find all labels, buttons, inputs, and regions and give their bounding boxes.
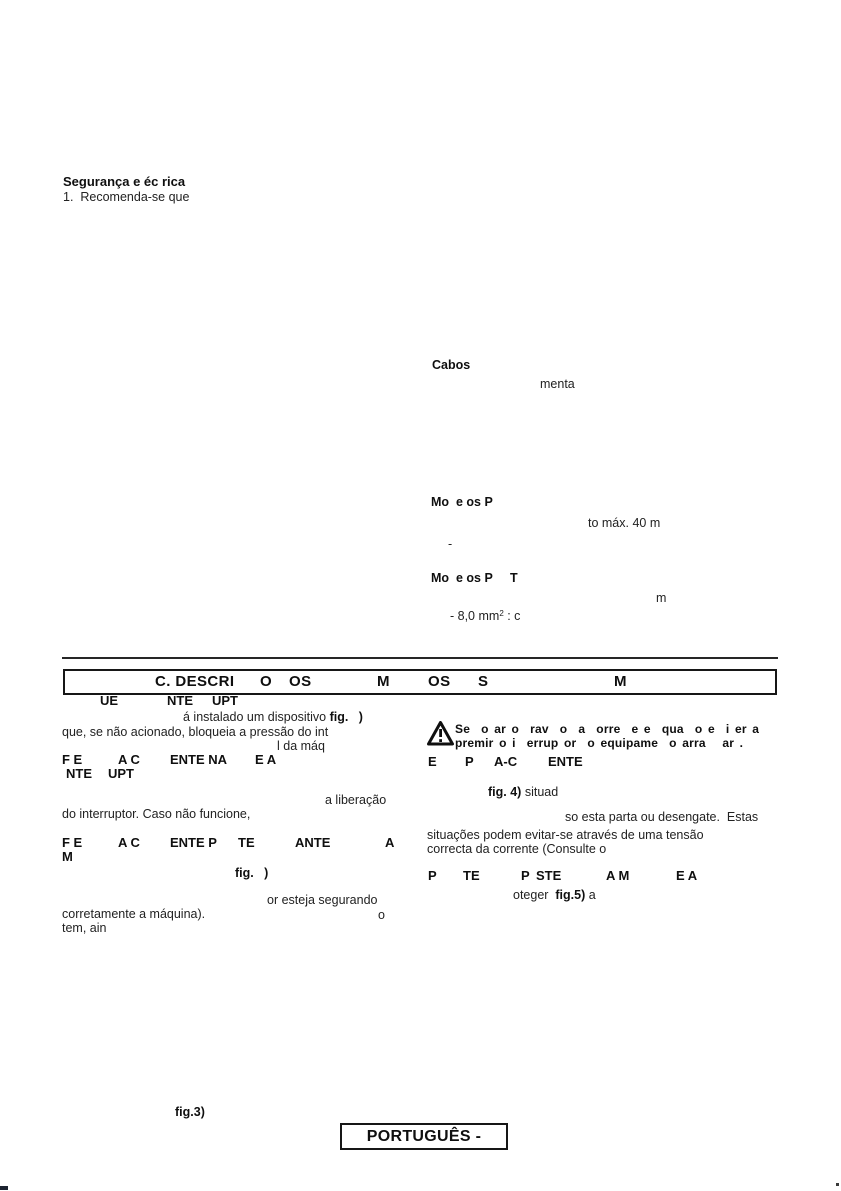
spec-text-tail: : c — [503, 609, 521, 623]
fig4-reference: fig. 4) — [488, 785, 522, 799]
left-bold2-frag-ante: ANTE — [295, 835, 331, 850]
left-line-bloqueia: que, se não acionado, bloqueia a pressão do int — [62, 725, 329, 739]
heading-seguranca-electrica: Segurança e éc rica — [63, 174, 186, 189]
heading-cabos: Cabos — [432, 358, 471, 372]
left-bold-frag-nte2: NTE — [66, 766, 92, 781]
left-frag-ue: UE — [100, 693, 119, 708]
fig5-post-text: a — [585, 888, 596, 902]
left-line-segurando: or esteja segurando — [267, 893, 378, 907]
list-item-1: 1. Recomenda-se que — [63, 190, 190, 204]
left-bold-frag-upt2: UPT — [108, 766, 134, 781]
heading-modelos-p: Mo e os P — [431, 495, 493, 509]
right-bold2-frag-p2: P — [521, 868, 530, 883]
fig5-pre-text: oteger — [513, 888, 556, 902]
left-line-dispositivo — [183, 710, 363, 724]
right-bold-frag-e: E — [428, 754, 437, 769]
corner-mark-bottom-right — [836, 1183, 839, 1186]
left-bold-frag-fe: F E — [62, 752, 83, 767]
modelos-p-dash: - — [448, 537, 453, 551]
section-c-frag-4: OS — [428, 673, 451, 690]
section-c-title-box — [63, 669, 777, 695]
right-line-fig4 — [488, 785, 558, 799]
left-line-corretamente: corretamente a máquina). — [62, 907, 206, 921]
fig-reference: fig. ) — [329, 710, 363, 724]
right-line-situacoes: situações podem evitar-se através de uma tensão — [427, 828, 704, 842]
modelos-pt-spec — [450, 609, 520, 623]
cabos-fragment: menta — [540, 377, 575, 391]
left-bold-frag-ea: E A — [255, 752, 277, 767]
section-c-frag-0: C. DESCRI — [155, 673, 235, 690]
warning-line-1: Se o ar o rav o a orre e e qua o e i er a — [455, 722, 760, 736]
spec-superscript: 2 — [499, 609, 504, 618]
left-frag-upt: UPT — [212, 693, 238, 708]
spec-text: - 8,0 mm — [450, 609, 500, 623]
section-c-frag-3: M — [377, 673, 390, 690]
section-c-frag-6: M — [614, 673, 627, 690]
language-footer-box — [340, 1123, 508, 1150]
right-bold2-frag-p1: P — [428, 868, 437, 883]
fig4-text: situad — [521, 785, 559, 799]
right-bold2-frag-te: TE — [463, 868, 480, 883]
right-bold-frag-p: P — [465, 754, 474, 769]
left-bold-frag-ac: A C — [118, 752, 140, 767]
fig5-reference: fig.5) — [555, 888, 586, 902]
right-bold-frag-ente: ENTE — [548, 754, 583, 769]
left-bold2-frag-a: A — [385, 835, 395, 850]
left-frag-nte: NTE — [167, 693, 193, 708]
warning-icon — [427, 721, 454, 751]
left-line-tem-ain: tem, ain — [62, 921, 107, 935]
left-fig-reference-2: fig. ) — [235, 866, 269, 880]
modelos-p-line: to máx. 40 m — [588, 516, 661, 530]
divider-line — [62, 657, 778, 659]
right-bold2-frag-am: A M — [606, 868, 630, 883]
left-bold2-frag-te: TE — [238, 835, 255, 850]
right-bold-frag-ac: A-C — [494, 754, 518, 769]
section-c-frag-5: S — [478, 673, 489, 690]
right-line-fig5 — [513, 888, 596, 902]
right-line-correcta: correcta da corrente (Consulte o — [427, 842, 607, 856]
left-line-maquina-frag: l da máq — [277, 739, 325, 753]
modelos-pt-line: m — [656, 591, 667, 605]
section-c-frag-2: OS — [289, 673, 312, 690]
left-line-liberacao: a liberação — [325, 793, 387, 807]
warning-line-2: premir o i errup or o equipame o arra ar . — [455, 736, 744, 750]
left-bold2-frag-entep: ENTE P — [170, 835, 217, 850]
left-bold2-frag-ac: A C — [118, 835, 140, 850]
heading-modelos-pt: Mo e os P T — [431, 571, 518, 585]
left-bold2-frag-m: M — [62, 849, 73, 864]
language-label: PORTUGUÊS - — [366, 1128, 482, 1145]
left-bold-frag-entena: ENTE NA — [170, 752, 228, 767]
right-bold2-frag-ste: STE — [536, 868, 562, 883]
right-line-desengate: so esta parta ou desengate. Estas — [565, 810, 759, 824]
left-line-interruptor: do interruptor. Caso não funcione, — [62, 807, 251, 821]
left-bold2-frag-fe: F E — [62, 835, 83, 850]
line-text: á instalado um dispositivo — [183, 710, 330, 724]
section-c-frag-1: O — [260, 673, 273, 690]
left-line-o-frag: o — [378, 908, 385, 922]
fig3-reference: fig.3) — [175, 1105, 205, 1119]
corner-mark-bottom-left — [0, 1186, 8, 1190]
right-bold2-frag-ea: E A — [676, 868, 698, 883]
